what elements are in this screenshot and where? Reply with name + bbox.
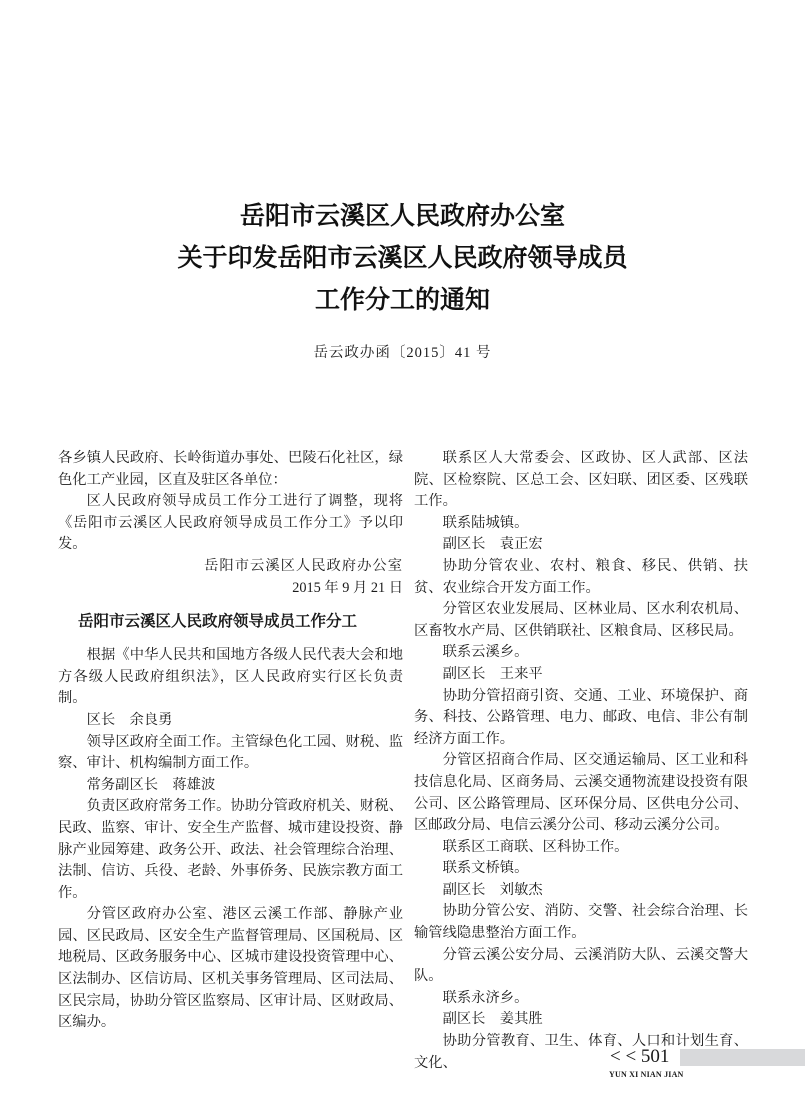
notice-body: 区人民政府领导成员工作分工进行了调整，现将《岳阳市云溪区人民政府领导成员工作分工》予以印发。 bbox=[58, 493, 403, 553]
paragraph: 负责区政府常务工作。协助分管政府机关、财税、民政、监察、审计、安全生产监督、城市建设投资、静脉产业园筹建、政务公开、政法、社会管理综合治理、法制、信访、兵役、老龄、外事侨务、民族宗教方面工作。 bbox=[58, 798, 403, 901]
paragraph: 协助分管招商引资、交通、工业、环境保护、商务、科技、公路管理、电力、邮政、电信、非公有制经济方面工作。 bbox=[414, 687, 748, 747]
paragraph: 领导区政府全面工作。主管绿色化工园、财税、监察、审计、机构编制方面工作。 bbox=[58, 733, 403, 772]
paragraph: 联系区工商联、区科协工作。 bbox=[442, 838, 629, 855]
paragraph: 常务副区长 蒋雄波 bbox=[86, 776, 216, 793]
right-paragraphs bbox=[414, 448, 748, 1074]
paragraph: 协助分管教育、卫生、体育、人口和计划生育、文化、 bbox=[414, 1033, 748, 1071]
paragraph: 联系云溪乡。 bbox=[442, 644, 529, 661]
paragraph: 联系永济乡。 bbox=[442, 989, 529, 1006]
paragraph: 副区长 袁正宏 bbox=[442, 536, 543, 553]
section-heading: 岳阳市云溪区人民政府领导成员工作分工 bbox=[78, 613, 358, 631]
paragraph: 区长 余良勇 bbox=[86, 711, 173, 728]
paragraph: 副区长 姜其胜 bbox=[442, 1011, 543, 1028]
left-column bbox=[58, 448, 403, 1034]
paragraph: 联系区人大常委会、区政协、区人武部、区法院、区检察院、区总工会、区妇联、团区委、区残联工作。 bbox=[414, 450, 748, 510]
left-paragraphs bbox=[58, 645, 403, 1034]
title-line: 岳阳市云溪区人民政府办公室 bbox=[239, 202, 565, 230]
paragraph: 分管云溪公安分局、云溪消防大队、云溪交警大队。 bbox=[414, 946, 748, 985]
publication-name: YUN XI NIAN JIAN bbox=[609, 1070, 684, 1079]
document-number: 岳云政办函〔2015〕41 号 bbox=[313, 345, 492, 361]
paragraph: 联系陆城镇。 bbox=[442, 514, 529, 531]
page-number: < < 501 bbox=[610, 1046, 670, 1067]
notice-date: 2015 年 9 月 21 日 bbox=[292, 579, 403, 596]
paragraph: 分管区政府办公室、港区云溪工作部、静脉产业园、区民政局、区安全生产监督管理局、区国税局、区地税局、区政务服务中心、区城市建设投资管理中心、区法制办、区信访局、区机关事务管理局、区司法局、区民宗局，协助分管区监察局、区审计局、区财政局、区编办。 bbox=[58, 906, 403, 1031]
paragraph: 联系文桥镇。 bbox=[442, 860, 529, 877]
right-column bbox=[414, 448, 748, 1074]
footer-bar bbox=[680, 1049, 805, 1066]
title-line: 关于印发岳阳市云溪区人民政府领导成员 bbox=[177, 244, 628, 272]
paragraph: 副区长 刘敏杰 bbox=[442, 881, 543, 898]
paragraph: 分管区招商合作局、区交通运输局、区工业和科技信息化局、区商务局、云溪交通物流建设投资有限公司、区公路管理局、区环保分局、区供电分公司、区邮政分局、电信云溪分公司、移动云溪分公司。 bbox=[414, 752, 748, 834]
paragraph: 根据《中华人民共和国地方各级人民代表大会和地方各级人民政府组织法》，区人民政府实行区长负责制。 bbox=[58, 647, 403, 707]
document-title bbox=[0, 195, 805, 321]
paragraph: 协助分管农业、农村、粮食、移民、供销、扶贫、农业综合开发方面工作。 bbox=[414, 557, 748, 596]
signature: 岳阳市云溪区人民政府办公室 bbox=[204, 557, 403, 574]
paragraph: 副区长 王来平 bbox=[442, 665, 543, 682]
title-line: 工作分工的通知 bbox=[314, 286, 490, 314]
paragraph: 协助分管公安、消防、交警、社会综合治理、长输管线隐患整治方面工作。 bbox=[414, 903, 748, 942]
addressee: 各乡镇人民政府、长岭街道办事处、巴陵石化社区，绿色化工产业园，区直及驻区各单位： bbox=[58, 450, 403, 488]
paragraph: 分管区农业发展局、区林业局、区水利农机局、区畜牧水产局、区供销联社、区粮食局、区移民局。 bbox=[414, 601, 748, 639]
